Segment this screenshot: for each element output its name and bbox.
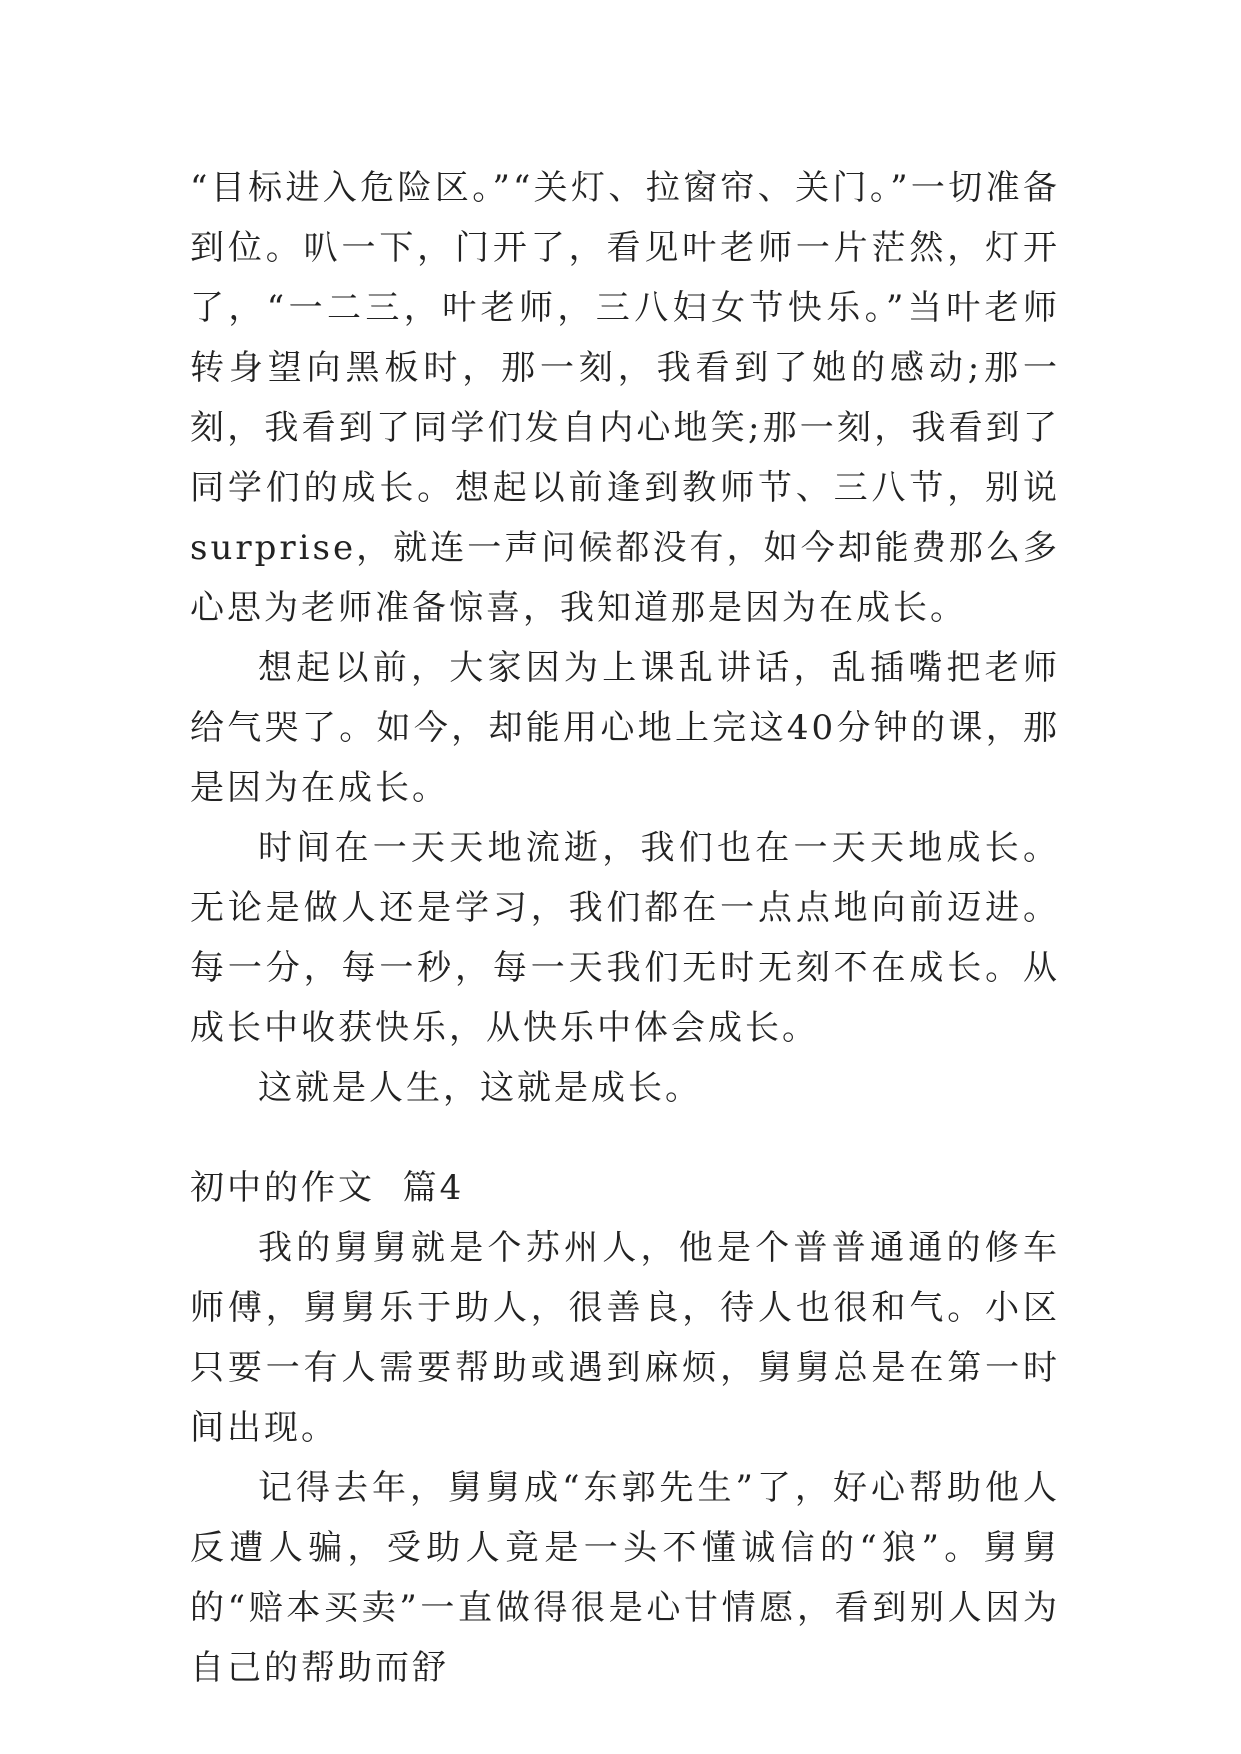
paragraph-time-passing: 时间在一天天地流逝，我们也在一天天地成长。无论是做人还是学习，我们都在一点点地向前迈进。每一分，每一秒，每一天我们无时无刻不在成长。从成长中收获快乐，从快乐中体会成长。 bbox=[190, 828, 1060, 1048]
paragraph-conclusion: 这就是人生，这就是成长。 bbox=[258, 1068, 702, 1108]
document-body bbox=[190, 158, 1060, 1698]
paragraph-uncle-story: 记得去年，舅舅成“东郭先生”了，好心帮助他人反遭人骗，受助人竟是一头不懂诚信的“狼”。舅舅的“赔本买卖”一直做得很是心甘情愿，看到别人因为自己的帮助而舒 bbox=[190, 1468, 1060, 1688]
paragraph-uncle-intro: 我的舅舅就是个苏州人，他是个普普通通的修车师傅，舅舅乐于助人，很善良，待人也很和气。小区只要一有人需要帮助或遇到麻烦，舅舅总是在第一时间出现。 bbox=[190, 1228, 1060, 1448]
paragraph-class-behavior: 想起以前，大家因为上课乱讲话，乱插嘴把老师给气哭了。如今，却能用心地上完这40分钟的课，那是因为在成长。 bbox=[190, 648, 1060, 808]
section-heading: 初中的作文 篇4 bbox=[190, 1168, 465, 1208]
paragraph-surprise-story: “目标进入危险区。”“关灯、拉窗帘、关门。”一切准备到位。叭一下，门开了，看见叶老师一片茫然，灯开了，“一二三，叶老师，三八妇女节快乐。”当叶老师转身望向黑板时，那一刻，我看到了她的感动;那一刻，我看到了同学们发自内心地笑;那一刻，我看到了同学们的成长。想起以前逢到教师节、三八节，别说surprise，就连一声问候都没有，如今却能费那么多心思为老师准备惊喜，我知道那是因为在成长。 bbox=[190, 168, 1060, 628]
